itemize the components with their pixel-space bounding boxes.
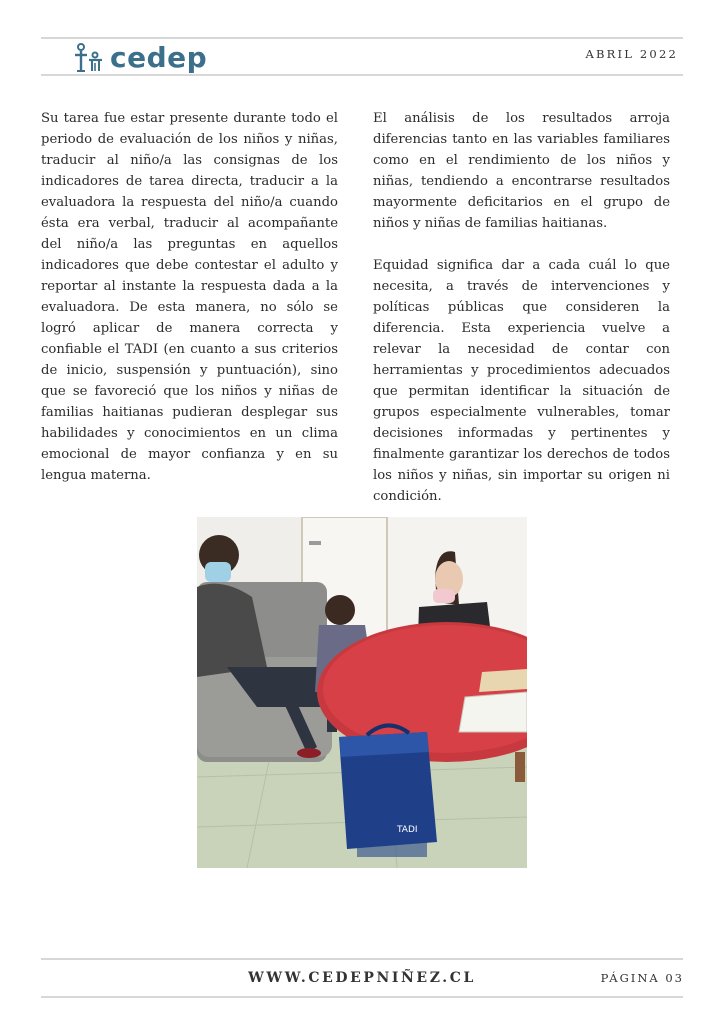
header-rule-top <box>41 37 683 39</box>
logo-wordmark: cedep <box>110 41 208 74</box>
evaluation-scene-illustration <box>197 517 527 868</box>
footer-rule-bottom <box>41 996 683 998</box>
issue-date: ABRIL 2022 <box>585 47 678 61</box>
header-rule-bottom <box>41 74 683 76</box>
family-logo-icon <box>74 43 106 73</box>
left-paragraph-1: Su tarea fue estar presente durante todo el periodo de evaluación de los niños y niñas, traducir al niño/a las consignas de los indicadores de tarea directa, traducir a la evaluadora la respuesta del niño/a cuando ésta era verbal, traducir al acompañante del niño/a las preguntas en aquellos indicadores que debe contestar el adulto y reportar al instante la respuesta dada a la evaluadora. De esta manera, no sólo se logró aplicar de manera correcta y confiable el TADI (en cuanto a sus criterios de inicio, suspensión y puntuación), sino que se favoreció que los niños y niñas de familias haitianas pudieran desplegar sus habilidades y conocimientos en un clima emocional de mayor confianza y en su lengua materna. <box>41 111 338 483</box>
footer-rule-top <box>41 958 683 960</box>
website-url: WWW.CEDEPNIÑEZ.CL <box>248 970 476 986</box>
right-column <box>373 108 670 528</box>
evaluation-photo <box>197 517 527 868</box>
right-paragraph-2: Equidad significa dar a cada cuál lo que necesita, a través de intervenciones y políticas públicas que consideren la diferencia. Esta experiencia vuelve a relevar la necesidad de contar con herramientas y procedimientos adecuados que permitan identificar la situación de grupos especialmente vulnerables, tomar decisiones informadas y pertinentes y finalmente garantizar los derechos de todos los niños y niñas, sin importar su origen ni condición. <box>373 258 670 504</box>
page-number: PÁGINA 03 <box>600 971 684 985</box>
bag-label: TADI <box>397 825 418 835</box>
left-column <box>41 108 338 507</box>
cedep-logo <box>74 40 207 76</box>
right-paragraph-1: El análisis de los resultados arroja diferencias tanto en las variables familiares como en el rendimiento de los niños y niñas, tendiendo a encontrarse resultados mayormente deficitarios en el grupo de niños y niñas de familias haitianas. <box>373 111 670 231</box>
